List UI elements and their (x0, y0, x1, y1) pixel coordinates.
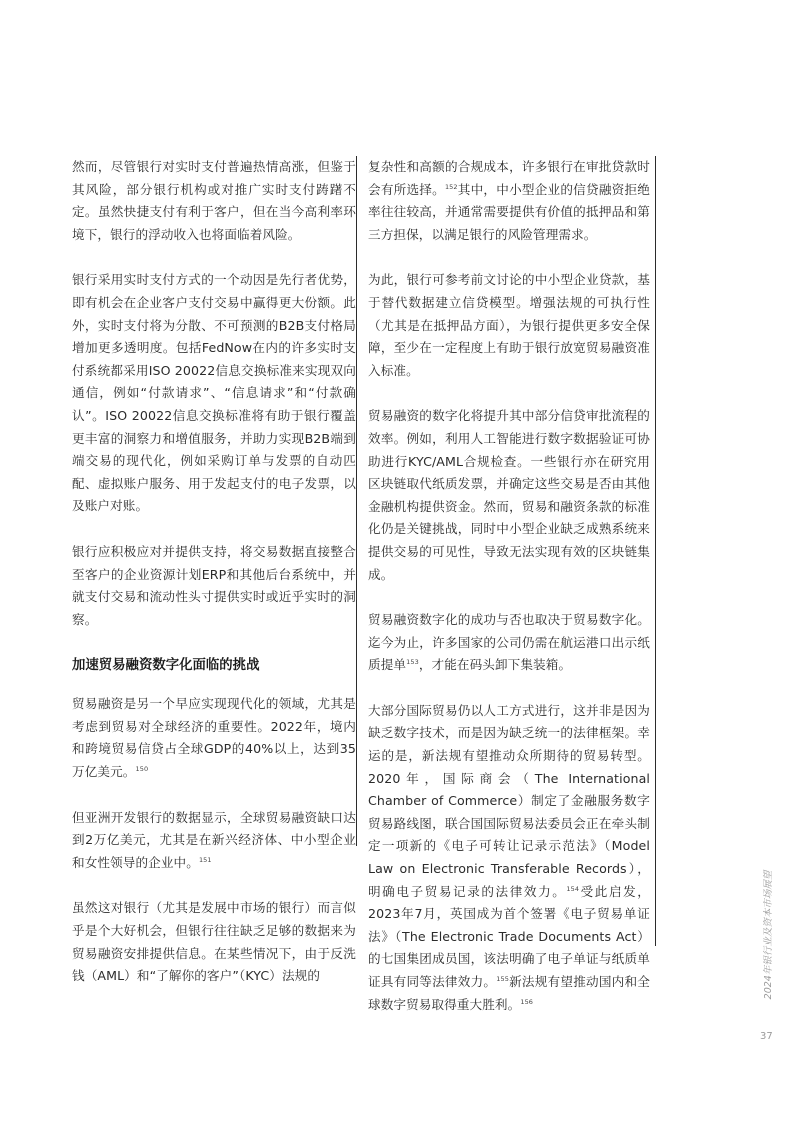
section-heading: 加速贸易融资数字化面临的挑战 (72, 658, 260, 674)
footnote-ref: 156 (520, 997, 534, 1006)
paragraph-credit-model: 为此，银行可参考前文讨论的中小型企业贷款，基于替代数据建立信贷模型。增强法规的可执行性（尤其是在抵押品方面），为银行提供更多安全保障，至少在一定程度上有助于银行放宽贸易融资准入标准。 (368, 272, 650, 378)
paragraph-text: 大部分国际贸易仍以人工方式进行，这并非是因为缺乏数字技术，而是因为缺乏统一的法律框架。幸运的是，新法规有望推动众所期待的贸易转型。2020年，国际商会（The International Chamber of Commerce）制定了金融服务数字贸易路线图，联合国国际贸易法委员会正在牵头制定一项新的《电子可转让记录示范法》（Model Law on Electronic Transferable Records），明确电子贸易记录的法律效力。 (368, 702, 650, 899)
paragraph-opportunity: 虽然这对银行（尤其是发展中市场的银行）而言似乎是个大好机会，但银行往往缺乏足够的数据来为贸易融资安排提供信息。在某些情况下，由于反洗钱（AML）和“了解你的客户”（KYC）法规的 (72, 900, 356, 984)
paragraph-text: 受此启发，2023年7月，英国成为首个签署《电子贸易单证法》（The Electronic Trade Documents Act）的七国集团成员国，该法明确了电子单证与纸质单证具有同等法律效力。 (368, 883, 651, 989)
paragraph-text: ，才能在码头卸下集装箱。 (418, 657, 572, 673)
paragraph-realtime-risk: 然而，尽管银行对实时支付普遍热情高涨，但鉴于其风险，部分银行机构或对推广实时支付踌躇不定。虽然快捷支付有利于客户，但在当今高利率环境下，银行的浮动收入也将面临着风险。 (72, 159, 356, 242)
footnote-ref: 152 (444, 182, 458, 191)
column-divider-left (356, 156, 357, 846)
paragraph-text: 贸易融资数字化的成功与否也取决于贸易数字化。迄今为止，许多国家的公司仍需在航运港口出示纸质提单 (368, 612, 650, 673)
paragraph-text: 新法规有望推动国内和全球数字贸易取得重大胜利。 (368, 974, 651, 1012)
paragraph-text: 复杂性和高额的合规成本，许多银行在审批贷款时会有所选择。 (368, 159, 650, 197)
footnote-ref: 154 (566, 884, 580, 893)
paragraph-trade-finance (72, 693, 356, 783)
footnote-ref: 150 (135, 765, 149, 774)
left-column (72, 156, 356, 1011)
paragraph-compliance-cost (368, 156, 650, 246)
page-number: 37 (760, 1031, 773, 1042)
footnote-ref: 151 (198, 855, 212, 864)
running-title: 2024年银行业及资本市场展望 (763, 870, 774, 1000)
footnote-ref: 155 (496, 975, 509, 983)
paragraph-legal-framework (368, 700, 650, 1016)
paragraph-financing-gap (72, 807, 356, 875)
paragraph-text: 贸易融资是另一个早应实现现代化的领域，尤其是考虑到贸易对全球经济的重要性。2022年，境内和跨境贸易信贷占全球GDP的40%以上，达到35万亿美元。 (72, 696, 356, 780)
footnote-ref: 153 (406, 658, 419, 667)
paragraph-bill-of-lading (368, 609, 650, 677)
column-divider-right (655, 156, 656, 946)
paragraph-first-mover: 银行采用实时支付方式的一个动因是先行者优势，即有机会在企业客户支付交易中赢得更大份额。此外，实时支付将为分散、不可预测的B2B支付格局增加更多透明度。包括FedNow在内的许多实时支付系统都采用ISO 20022信息交换标准来实现双向通信，例如“付款请求”、“信息请求”和“付款确认”。ISO 20022信息交换标准将有助于银行覆盖更丰富的洞察力和增值服务，并助力实现B2B端到端交易的现代化，例如采购订单与发票的自动匹配、虚拟账户服务、用于发起支付的电子发票，以及账户对账。 (72, 272, 356, 514)
right-column (368, 156, 650, 1039)
paragraph-text: 但亚洲开发银行的数据显示，全球贸易融资缺口达到2万亿美元，尤其是在新兴经济体、中小型企业和女性领导的企业中。 (72, 809, 356, 870)
paragraph-erp-integration: 银行应积极应对并提供支持，将交易数据直接整合至客户的企业资源计划ERP和其他后台系统中，并就支付交易和流动性头寸提供实时或近乎实时的洞察。 (72, 543, 356, 627)
paragraph-digitization: 贸易融资的数字化将提升其中部分信贷审批流程的效率。例如，利用人工智能进行数字数据验证可协助进行KYC/AML合规检查。一些银行亦在研究用区块链取代纸质发票，并确定这些交易是否由其他金融机构提供资金。然而，贸易和融资条款的标准化仍是关键挑战，同时中小型企业缺乏成熟系统来提供交易的可见性，导致无法实现有效的区块链集成。 (368, 408, 650, 582)
paragraph-text: 其中，中小型企业的信贷融资拒绝率往往较高，并通常需要提供有价值的抵押品和第三方担保，以满足银行的风险管理需求。 (368, 181, 650, 242)
